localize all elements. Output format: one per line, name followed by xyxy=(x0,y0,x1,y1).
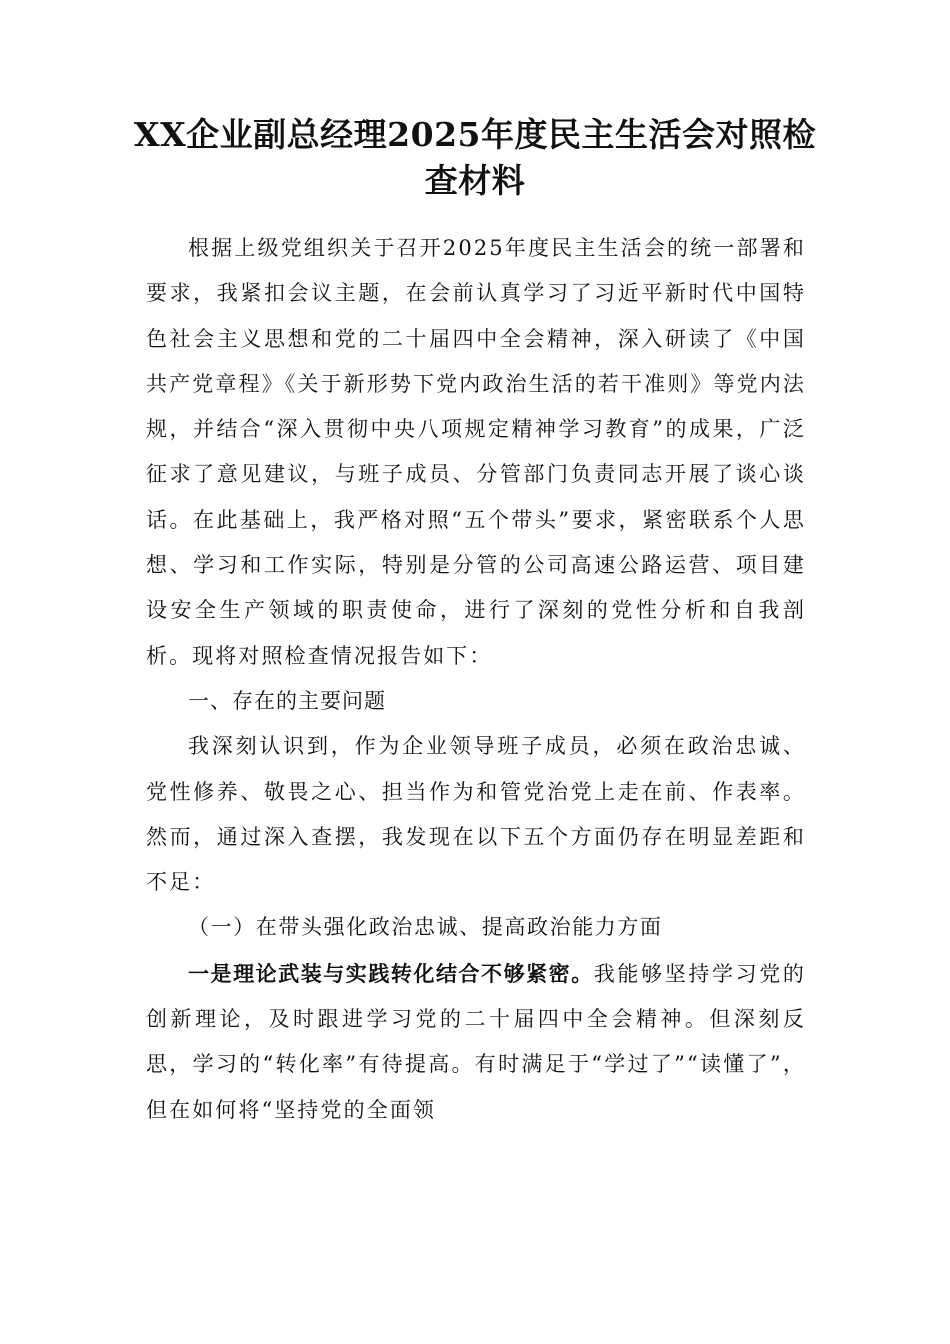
section-heading: 一、存在的主要问题 xyxy=(188,688,386,713)
document-title: XX企业副总经理2025年度民主生活会对照检查材料 xyxy=(133,115,817,200)
point-body-text: 我能够坚持学习党的创新理论，及时跟进学习党的二十届四中全会精神。但深刻反思，学习的“转化率”有待提高。有时满足于“学过了”“读懂了”，但在如何将“坚持党的全面领 xyxy=(146,961,807,1122)
point-paragraph xyxy=(146,951,806,1133)
document-body xyxy=(146,226,806,1133)
subsection-heading: （一）在带头强化政治忠诚、提高政治能力方面 xyxy=(188,915,663,940)
section-intro-paragraph: 我深刻认识到，作为企业领导班子成员，必须在政治忠诚、党性修养、敬畏之心、担当作为和管党治党上走在前、作表率。然而，通过深入查摆，我发现在以下五个方面仍存在明显差距和不足： xyxy=(146,734,806,895)
point-lead-text: 一是理论武装与实践转化结合不够紧密。 xyxy=(188,960,594,986)
intro-paragraph: 根据上级党组织关于召开2025年度民主生活会的统一部署和要求，我紧扣会议主题，在会前认真学习了习近平新时代中国特色社会主义思想和党的二十届四中全会精神，深入研读了《中国共产党章程》《关于新形势下党内政治生活的若干准则》等党内法规，并结合“深入贯彻中央八项规定精神学习教育”的成果，广泛征求了意见建议，与班子成员、分管部门负责同志开展了谈心谈话。在此基础上，我严格对照“五个带头”要求，紧密联系个人思想、学习和工作实际，特别是分管的公司高速公路运营、项目建设安全生产领域的职责使命，进行了深刻的党性分析和自我剖析。现将对照检查情况报告如下： xyxy=(146,236,806,668)
